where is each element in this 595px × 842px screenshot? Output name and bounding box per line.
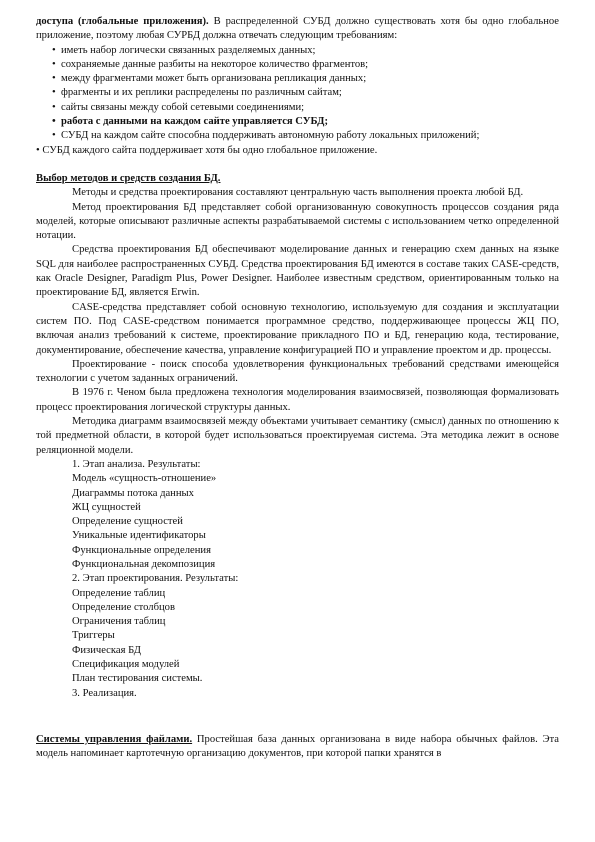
list-item: Диаграммы потока данных bbox=[72, 487, 194, 499]
bullet-mark: • bbox=[52, 58, 56, 70]
stages-list bbox=[36, 458, 559, 701]
body-paragraph: Метод проектирования БД представляет собой организованную совокупность процессов создания ряда моделей, которые описывают различные аспекты разрабатываемой системы с использованием четко определенной нотации. bbox=[36, 201, 559, 242]
body-paragraph: CASE-средства представляет собой основную технологию, используемую для создания и эксплуатации систем ПО. Под CASE-средством понимается программное средство, поддерживающее процессы ЖЦ ПО, включая анализ требований к системе, проектирование прикладного ПО и БД, генерацию кода, тестирование, документирование, обеспечение качества, управление конфигурацией ПО и управление проектом и др. процессы. bbox=[36, 301, 559, 356]
list-item: • фрагменты и их реплики распределены по различным сайтам; bbox=[36, 86, 559, 100]
body-paragraph: Средства проектирования БД обеспечивают моделирование данных и генерацию схем данных на языке SQL для наиболее распространенных СУБД. Средства проектирования БД имеются в составе таких CASE-средств, как Oracle Designer, Paradigm Plus, Power Designer. Наиболее известным средством, ориентированным только на проектирование БД, является Erwin. bbox=[36, 244, 559, 299]
bullet-mark: • bbox=[52, 73, 56, 85]
list-item: • сохраняемые данные разбиты на некоторое количество фрагментов; bbox=[36, 58, 559, 72]
file-systems-text: Простейшая база данных организована в виде набора обычных файлов. Эта модель напоминает картотечную организацию документов, при которой папки хранятся в bbox=[36, 733, 559, 760]
list-item: • иметь набор логически связанных разделяемых данных; bbox=[36, 44, 559, 58]
bullet-mark: • bbox=[52, 44, 56, 56]
bullet-mark: • bbox=[52, 101, 56, 113]
list-item: Функциональная декомпозиция bbox=[72, 558, 216, 570]
list-item: • работа с данными на каждом сайте управляется СУБД; bbox=[36, 115, 559, 129]
file-systems-paragraph bbox=[36, 733, 559, 762]
list-item: Определение столбцов bbox=[72, 601, 175, 613]
spacer bbox=[36, 158, 559, 172]
bullet-mark: • bbox=[52, 116, 56, 128]
bullet-mark: • bbox=[36, 144, 40, 156]
list-item: 3. Реализация. bbox=[72, 687, 137, 699]
list-item: Функциональные определения bbox=[72, 544, 211, 556]
list-item: Триггеры bbox=[72, 630, 115, 642]
body-paragraph: В 1976 г. Ченом была предложена технология моделирования взаимосвязей, позволяющая формализовать процесс проектирования логической структуры данных. bbox=[36, 387, 559, 413]
list-item: • сайты связаны между собой сетевыми соединениями; bbox=[36, 101, 559, 115]
list-item: Уникальные идентификаторы bbox=[72, 530, 206, 542]
body-paragraph: Методика диаграмм взаимосвязей между объектами учитывает семантику (смысл) данных по отношению к той предметной области, в которой будет использоваться проектируемая система. Эта методика лежит в основе реляционной модели. bbox=[36, 416, 559, 456]
spacer bbox=[36, 701, 559, 733]
list-item: Определение таблиц bbox=[72, 587, 166, 599]
requirements-list bbox=[36, 44, 559, 158]
body-paragraph: Проектирование - поиск способа удовлетворения функциональных требований средствами имеющейся технологии с учетом заданных ограничений. bbox=[36, 358, 559, 385]
bullet-mark: • bbox=[52, 130, 56, 142]
list-item-last: • СУБД каждого сайта поддерживает хотя бы одно глобальное приложение. bbox=[36, 144, 378, 156]
body-paragraph: Методы и средства проектирования составляют центральную часть выполнения проекта любой БД. bbox=[72, 187, 524, 199]
section-heading-methods: Выбор методов и средств создания БД. bbox=[36, 172, 221, 184]
list-item: • между фрагментами может быть организована репликация данных; bbox=[36, 72, 559, 86]
intro-lead-text: В распределенной СУБД должно существовать хотя бы одно глобальное приложение, поэтому любая СУРБД должна отвечать следующим требованиям: bbox=[36, 16, 560, 42]
section-heading-file-systems: Системы управления файлами. bbox=[36, 733, 193, 745]
list-item: 1. Этап анализа. Результаты: bbox=[72, 458, 201, 470]
intro-paragraph bbox=[36, 15, 559, 44]
list-item: Определение сущностей bbox=[72, 516, 183, 528]
list-item: 2. Этап проектирования. Результаты: bbox=[72, 573, 239, 585]
list-item: Физическая БД bbox=[72, 644, 142, 656]
list-item: Модель «сущность-отношение» bbox=[72, 473, 217, 485]
list-item: План тестирования системы. bbox=[72, 673, 203, 685]
list-item: Спецификация модулей bbox=[72, 659, 180, 671]
list-item: • СУБД на каждом сайте способна поддерживать автономную работу локальных приложений; bbox=[36, 129, 559, 143]
list-item: Ограничения таблиц bbox=[72, 616, 166, 628]
bullet-mark: • bbox=[52, 87, 56, 99]
list-item: ЖЦ сущностей bbox=[72, 501, 141, 513]
intro-lead-bold: доступа (глобальные приложения). bbox=[36, 16, 209, 27]
